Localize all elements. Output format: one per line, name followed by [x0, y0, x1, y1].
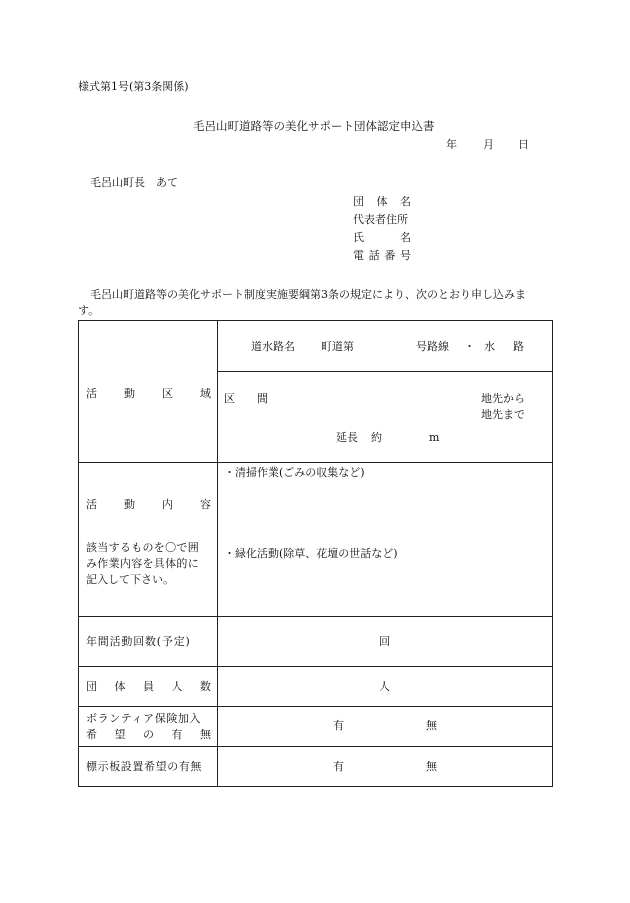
section-label: 区 間 [224, 392, 268, 405]
to-label: 地先まで [481, 408, 525, 421]
intro-text-line2: す。 [78, 304, 100, 317]
member-count-cell[interactable] [218, 667, 553, 707]
activity-content-note-line3: 記入して下さい。 [86, 573, 174, 586]
road-name-label: 道水路名 [251, 340, 295, 353]
length-unit: m [429, 431, 440, 444]
application-table [78, 320, 553, 787]
row-activity-content [79, 463, 553, 617]
activity-content-label-cell [79, 463, 218, 617]
insurance-label-line1: ボランティア保険加入 [86, 712, 202, 725]
activity-content-note-line1: 該当するものを〇で囲 [86, 541, 199, 554]
activity-item-greening[interactable]: ・緑化活動(除草、花壇の世話など) [224, 547, 398, 560]
signboard-yes-option[interactable]: 有 [333, 760, 344, 773]
route-label: 号路線 [416, 340, 449, 353]
rep-address-label: 代表者住所 [353, 213, 408, 226]
row-annual-count [79, 617, 553, 667]
annual-count-label: 年間活動回数(予定) [86, 635, 191, 648]
row-member-count [79, 667, 553, 707]
name-label: 氏 名 [353, 231, 411, 244]
insurance-label-cell [79, 707, 218, 747]
intro-text-line1: 毛呂山町道路等の美化サポート制度実施要綱第3条の規定により、次のとおり申し込みま [90, 288, 526, 301]
road-name-cell[interactable] [218, 321, 553, 372]
length-approx: 約 [371, 431, 382, 444]
town-road-label: 町道第 [321, 340, 354, 353]
annual-count-label-cell [79, 617, 218, 667]
annual-count-unit: 回 [379, 635, 390, 648]
signboard-label-cell [79, 747, 218, 787]
date-year: 年 [446, 138, 457, 151]
member-count-label: 団 体 員 人 数 [86, 680, 211, 693]
activity-area-label: 活 動 区 域 [86, 387, 211, 400]
from-label: 地先から [481, 392, 525, 405]
form-number: 様式第1号(第3条関係) [78, 80, 189, 93]
member-count-unit: 人 [379, 680, 390, 693]
activity-content-note-line2: み作業内容を具体的に [86, 557, 199, 570]
row-activity-area-road [79, 321, 553, 372]
activity-area-label-cell [79, 321, 218, 463]
activity-content-cell[interactable] [218, 463, 553, 617]
document-title: 毛呂山町道路等の美化サポート団体認定申込書 [193, 119, 435, 133]
signboard-cell[interactable] [218, 747, 553, 787]
section-cell[interactable] [218, 372, 553, 463]
insurance-label-line2: 希 望 の 有 無 [86, 728, 211, 741]
signboard-label: 標示板設置希望の有無 [86, 760, 202, 773]
date-month: 月 [483, 138, 494, 151]
annual-count-cell[interactable] [218, 617, 553, 667]
signboard-no-option[interactable]: 無 [426, 760, 437, 773]
member-count-label-cell [79, 667, 218, 707]
phone-label: 電 話 番 号 [353, 249, 411, 262]
group-name-label: 団 体 名 [353, 195, 411, 208]
insurance-no-option[interactable]: 無 [426, 719, 437, 732]
length-prefix: 延長 [336, 431, 358, 444]
row-signboard [79, 747, 553, 787]
activity-item-cleaning[interactable]: ・清掃作業(ごみの収集など) [224, 466, 365, 479]
activity-content-label: 活 動 内 容 [86, 498, 211, 511]
addressee: 毛呂山町長 あて [90, 176, 178, 189]
waterway-label: 水 路 [484, 340, 524, 353]
date-day: 日 [518, 138, 529, 151]
insurance-yes-option[interactable]: 有 [333, 719, 344, 732]
insurance-cell[interactable] [218, 707, 553, 747]
row-insurance [79, 707, 553, 747]
separator-dot: ・ [464, 340, 475, 353]
